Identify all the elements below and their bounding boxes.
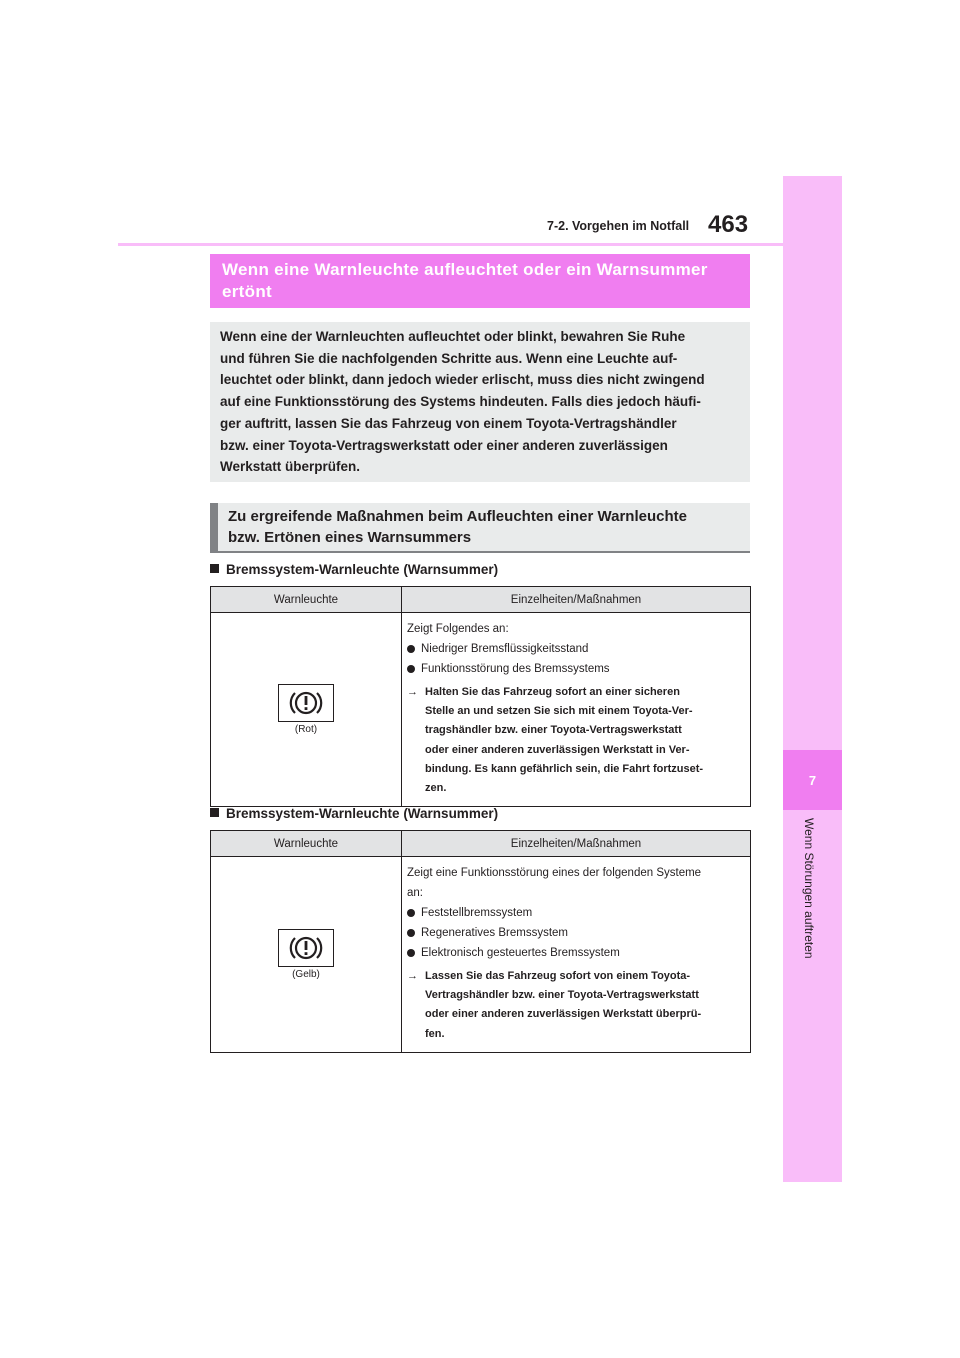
intro-line: und führen Sie die nachfolgenden Schritte aus. Wenn eine Leuchte auf- — [220, 350, 678, 366]
bullet-item — [407, 943, 745, 963]
icon-cell — [211, 613, 402, 807]
action-line: oder einer anderen zuverlässigen Werkstatt überprü- — [425, 1008, 702, 1021]
intro-line: auf eine Funktionsstörung des Systems hindeuten. Falls dies jedoch häufi- — [220, 394, 701, 410]
details-cell — [402, 857, 751, 1053]
chapter-label: 7-2. Vorgehen im Notfall — [547, 219, 690, 233]
section-heading-line: Zu ergreifende Maßnahmen beim Aufleuchten einer Warnleuchte — [228, 508, 687, 525]
bullet-item — [407, 659, 745, 679]
chapter-side-tab — [783, 176, 842, 1182]
bullet-dot-icon — [407, 645, 415, 653]
action-line: fen. — [425, 1027, 445, 1040]
action-line: bindung. Es kann gefährlich sein, die Fahrt fortzuset- — [425, 762, 704, 775]
chapter-side-label: Wenn Störungen auftreten — [802, 818, 816, 959]
table1-heading-text: Bremssystem-Warnleuchte (Warnsummer) — [226, 562, 499, 577]
intro-line: Werkstatt überprüfen. — [220, 459, 361, 475]
bullet-item — [407, 903, 745, 923]
details-intro: Zeigt eine Funktionsstörung eines der folgenden Systeme — [407, 867, 702, 879]
bullet-item — [407, 923, 745, 943]
intro-line: ger auftritt, lassen Sie das Fahrzeug von einem Toyota-Vertragshändler — [220, 415, 677, 431]
details-intro: an: — [407, 887, 423, 899]
column-header-details: Einzelheiten/Maßnahmen — [402, 831, 751, 857]
arrow-right-icon: → — [407, 970, 418, 982]
icon-cell — [211, 857, 402, 1053]
square-bullet-icon — [210, 808, 219, 817]
action-instruction — [407, 967, 745, 1044]
arrow-right-icon: → — [407, 686, 418, 698]
action-line: Stelle an und setzen Sie sich mit einem Toyota-Ver- — [425, 705, 693, 718]
intro-line: leuchtet oder blinkt, dann jedoch wieder erlischt, muss dies nicht zwingend — [220, 372, 705, 388]
column-header-warnleuchte: Warnleuchte — [211, 587, 402, 613]
bullet-text: Funktionsstörung des Bremssystems — [421, 663, 610, 675]
icon-caption: (Gelb) — [292, 968, 320, 980]
square-bullet-icon — [210, 564, 219, 573]
brake-warning-icon — [278, 929, 334, 967]
chapter-number-badge: 7 — [783, 750, 842, 810]
page-number: 463 — [708, 211, 749, 238]
bullet-text: Feststellbremssystem — [421, 907, 533, 919]
column-header-details: Einzelheiten/Maßnahmen — [402, 587, 751, 613]
action-line: oder einer anderen zuverlässigen Werkstatt in Ver- — [425, 743, 690, 756]
column-header-warnleuchte: Warnleuchte — [211, 831, 402, 857]
bullet-dot-icon — [407, 909, 415, 917]
warning-table-red — [210, 586, 751, 807]
section-heading — [210, 503, 750, 553]
bullet-dot-icon — [407, 929, 415, 937]
bullet-text: Regeneratives Bremssystem — [421, 927, 568, 939]
bullet-dot-icon — [407, 665, 415, 673]
intro-line: bzw. einer Toyota-Vertragswerkstatt oder einer anderen zuverlässigen — [220, 437, 668, 453]
header-rule — [118, 243, 783, 246]
topic-title-line: Wenn eine Warnleuchte aufleuchtet oder ein Warnsummer — [222, 260, 708, 279]
action-line: Lassen Sie das Fahrzeug sofort von einem Toyota- — [425, 970, 691, 982]
topic-title-box — [210, 254, 750, 308]
action-instruction — [407, 683, 745, 798]
table2-heading — [210, 806, 498, 821]
table1-heading — [210, 562, 498, 577]
intro-paragraph — [210, 322, 750, 482]
brake-warning-icon — [278, 684, 334, 722]
action-line: Vertragshändler bzw. einer Toyota-Vertragswerkstatt — [425, 989, 699, 1002]
section-heading-line: bzw. Ertönen eines Warnsummers — [228, 529, 472, 546]
bullet-text: Niedriger Bremsflüssigkeitsstand — [421, 643, 589, 655]
topic-title-line: ertönt — [222, 282, 272, 301]
details-cell — [402, 613, 751, 807]
intro-line: Wenn eine der Warnleuchten aufleuchtet oder blinkt, bewahren Sie Ruhe — [220, 329, 686, 344]
action-line: zen. — [425, 782, 447, 795]
action-line: Halten Sie das Fahrzeug sofort an einer sicheren — [425, 686, 680, 698]
icon-caption: (Rot) — [294, 724, 318, 736]
warning-table-yellow — [210, 830, 751, 1053]
bullet-dot-icon — [407, 949, 415, 957]
table2-heading-text: Bremssystem-Warnleuchte (Warnsummer) — [226, 806, 499, 821]
action-line: tragshändler bzw. einer Toyota-Vertragswerkstatt — [425, 724, 682, 737]
bullet-text: Elektronisch gesteuertes Bremssystem — [421, 947, 620, 959]
bullet-item — [407, 639, 745, 659]
details-intro: Zeigt Folgendes an: — [407, 623, 509, 635]
